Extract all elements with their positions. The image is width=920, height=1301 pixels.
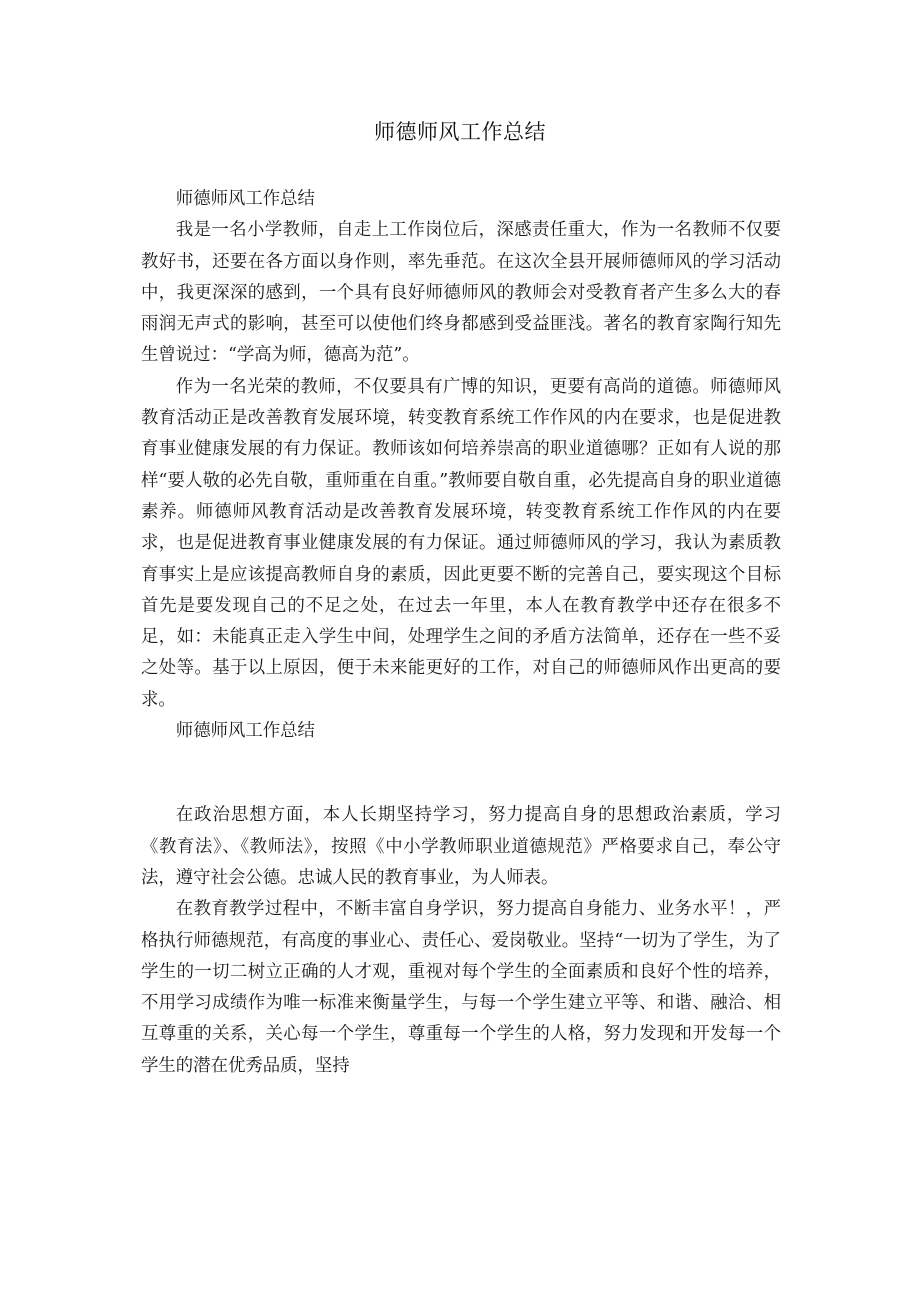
section-heading: 师德师风工作总结 — [175, 189, 315, 209]
paragraph: 在政治思想方面，本人长期坚持学习，努力提高自身的思想政治素质，学习《教育法》、《教师法》，按照《中小学教师职业道德规范》严格要求自己，奉公守法，遵守社会公德。忠诚人民的教育事业，为人师表。 — [141, 805, 781, 888]
paragraph: 在教育教学过程中，不断丰富自身学识，努力提高自身能力、业务水平！，严格执行师德规范，有高度的事业心、责任心、爱岗敬业。坚持“一切为了学生，为了学生的一切二树立正确的人才观，重视对每个学生的全面素质和良好个性的培养，不用学习成绩作为唯一标准来衡量学生，与每一个学生建立平等、和谐、融洽、相互尊重的关系，关心每一个学生，尊重每一个学生的人格，努力发现和开发每一个学生的潜在优秀品质，坚持 — [141, 899, 781, 1076]
paragraph: 作为一名光荣的教师，不仅要具有广博的知识，更要有高尚的道德。师德师风教育活动正是改善教育发展环境，转变教育系统工作作风的内在要求，也是促进教育事业健康发展的有力保证。教师该如何培养崇高的职业道德哪？正如有人说的那样“要人敬的必先自敬，重师重在自重。”教师要自敬自重，必先提高自身的职业道德素养。师德师风教育活动是改善教育发展环境，转变教育系统工作作风的内在要求，也是促进教育事业健康发展的有力保证。通过师德师风的学习，我认为素质教育事实上是应该提高教师自身的素质，因此更要不断的完善自己，要实现这个目标首先是要发现自己的不足之处，在过去一年里，本人在教育教学中还存在很多不足，如：未能真正走入学生中间，处理学生之间的矛盾方法简单，还存在一些不妥之处等。基于以上原因，便于未来能更好的工作，对自己的师德师风作出更高的要求。 — [141, 376, 781, 710]
paragraph: 我是一名小学教师，自走上工作岗位后，深感责任重大，作为一名教师不仅要教好书，还要在各方面以身作则，率先垂范。在这次全县开展师德师风的学习活动中，我更深深的感到，一个具有良好师德师风的教师会对受教育者产生多么大的春雨润无声式的影响，甚至可以使他们终身都感到受益匪浅。著名的教育家陶行知先生曾说过：“学高为师，德高为范”。 — [141, 220, 781, 366]
document-title: 师德师风工作总结 — [374, 120, 546, 144]
blank-line — [141, 747, 781, 800]
document-body — [141, 184, 781, 1082]
section-heading: 师德师风工作总结 — [175, 721, 315, 742]
